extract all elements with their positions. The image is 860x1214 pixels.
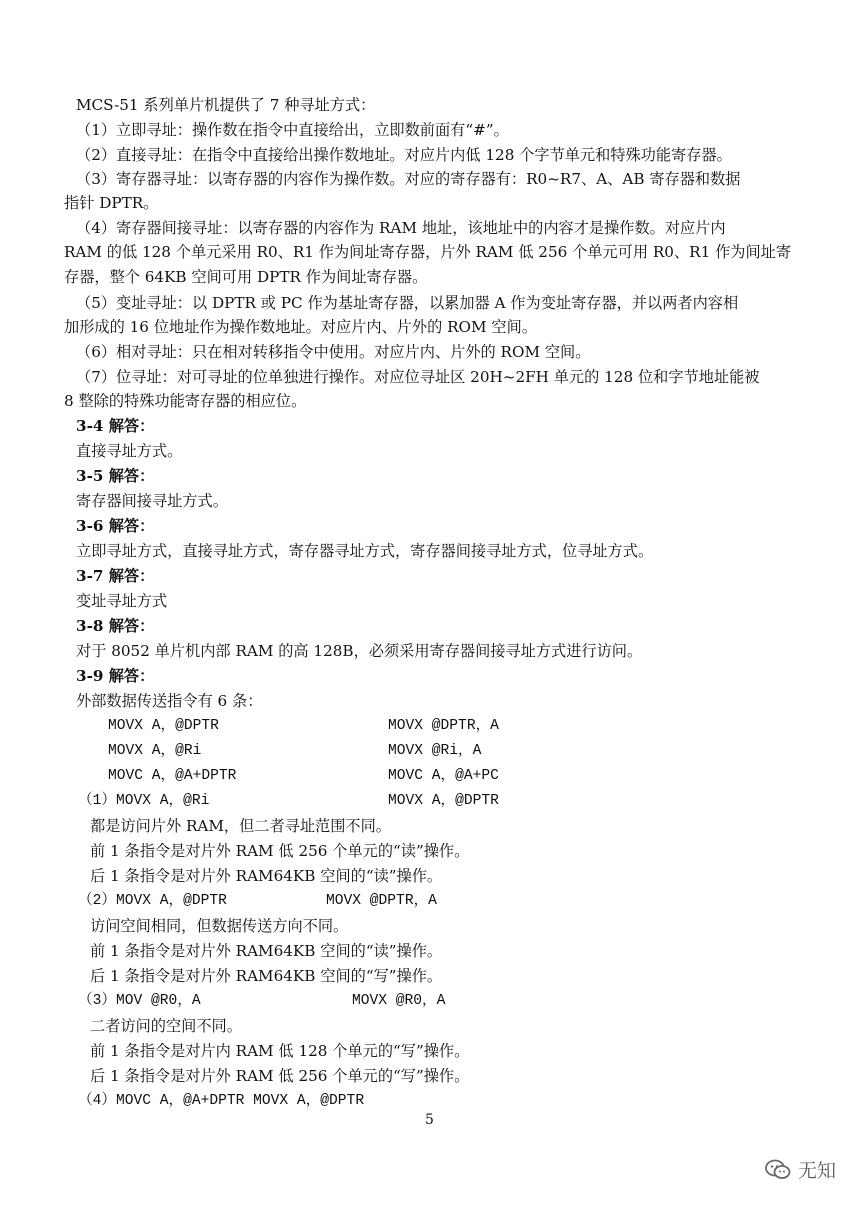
- text-line: 后 1 条指令是对片外 RAM64KB 空间的“读”操作。: [90, 867, 443, 885]
- answer-text: 变址寻址方式: [76, 592, 168, 610]
- text-line: （4）寄存器间接寻址：以寄存器的内容作为 RAM 地址，该地址中的内容才是操作数。对应片内: [76, 219, 726, 237]
- answer-heading: 3-9 解答：: [76, 667, 155, 685]
- text-line: 二者访问的空间不同。: [90, 1017, 242, 1035]
- text-line: （1）立即寻址：操作数在指令中直接给出，立即数前面有“#”。: [76, 121, 509, 139]
- instruction-code: （3）MOV @R0，A: [78, 993, 201, 1009]
- text-line: 都是访问片外 RAM，但二者寻址范围不同。: [90, 817, 391, 835]
- text-line: （7）位寻址：对可寻址的位单独进行操作。对应位寻址区 20H~2FH 单元的 128 位和字节地址能被: [76, 368, 760, 386]
- instruction-code: MOVX A，@DPTR: [108, 718, 219, 734]
- text-line: 8 整除的特殊功能寄存器的相应位。: [64, 392, 307, 410]
- instruction-code: MOVX @R0，A: [352, 993, 446, 1009]
- instruction-code: MOVX A，@DPTR: [388, 793, 499, 809]
- instruction-code: MOVC A，@A+PC: [388, 768, 499, 784]
- answer-heading: 3-8 解答：: [76, 617, 155, 635]
- answer-text: 直接寻址方式。: [76, 442, 183, 460]
- text-line: RAM 的低 128 个单元采用 R0、R1 作为间址寄存器，片外 RAM 低 256 个单元可用 R0、R1 作为间址寄: [64, 243, 792, 261]
- text-line: （6）相对寻址：只在相对转移指令中使用。对应片内、片外的 ROM 空间。: [76, 343, 591, 361]
- instruction-code: （4）MOVC A，@A+DPTR MOVX A，@DPTR: [78, 1093, 365, 1109]
- text-line: 加形成的 16 位地址作为操作数地址。对应片内、片外的 ROM 空间。: [64, 318, 537, 336]
- text-line: 后 1 条指令是对片外 RAM 低 256 个单元的“写”操作。: [90, 1067, 470, 1085]
- answer-heading: 3-5 解答：: [76, 467, 155, 485]
- instruction-code: MOVX @Ri，A: [388, 743, 482, 759]
- text-line: 后 1 条指令是对片外 RAM64KB 空间的“写”操作。: [90, 967, 443, 985]
- instruction-code: MOVX A，@Ri: [108, 743, 202, 759]
- text-line: 指针 DPTR。: [64, 194, 159, 212]
- text-line: （2）直接寻址：在指令中直接给出操作数地址。对应片内低 128 个字节单元和特殊功能寄存器。: [76, 146, 732, 164]
- watermark: [764, 1156, 836, 1183]
- text-line: （3）寄存器寻址：以寄存器的内容作为操作数。对应的寄存器有：R0~R7、A、AB 寄存器和数据: [76, 170, 741, 188]
- text-line: 存器，整个 64KB 空间可用 DPTR 作为间址寄存器。: [64, 268, 428, 286]
- instruction-code: MOVC A，@A+DPTR: [108, 768, 237, 784]
- answer-heading: 3-7 解答：: [76, 567, 155, 585]
- instruction-code: （1）MOVX A，@Ri: [78, 793, 210, 809]
- answer-text: 对于 8052 单片机内部 RAM 的高 128B，必须采用寄存器间接寻址方式进行访问。: [76, 642, 643, 660]
- watermark-text: 无知: [797, 1160, 836, 1182]
- text-line: 访问空间相同，但数据传送方向不同。: [90, 917, 349, 935]
- answer-heading: 3-6 解答：: [76, 517, 155, 535]
- instruction-code: MOVX @DPTR，A: [326, 893, 437, 909]
- text-line: 前 1 条指令是对片内 RAM 低 128 个单元的“写”操作。: [90, 1042, 470, 1060]
- page-number: 5: [425, 1112, 434, 1128]
- text-line: （5）变址寻址：以 DPTR 或 PC 作为基址寄存器，以累加器 A 作为变址寄存器，并以两者内容相: [76, 294, 739, 312]
- answer-text: 外部数据传送指令有 6 条：: [76, 692, 263, 710]
- instruction-code: MOVX @DPTR，A: [388, 718, 499, 734]
- answer-text: 立即寻址方式，直接寻址方式，寄存器寻址方式，寄存器间接寻址方式，位寻址方式。: [76, 542, 654, 560]
- intro-line: MCS-51 系列单片机提供了 7 种寻址方式：: [76, 96, 376, 114]
- wechat-icon: [764, 1158, 792, 1182]
- text-line: 前 1 条指令是对片外 RAM64KB 空间的“读”操作。: [90, 942, 443, 960]
- text-line: 前 1 条指令是对片外 RAM 低 256 个单元的“读”操作。: [90, 842, 470, 860]
- answer-heading: 3-4 解答：: [76, 417, 155, 435]
- answer-text: 寄存器间接寻址方式。: [76, 492, 228, 510]
- instruction-code: （2）MOVX A，@DPTR: [78, 893, 227, 909]
